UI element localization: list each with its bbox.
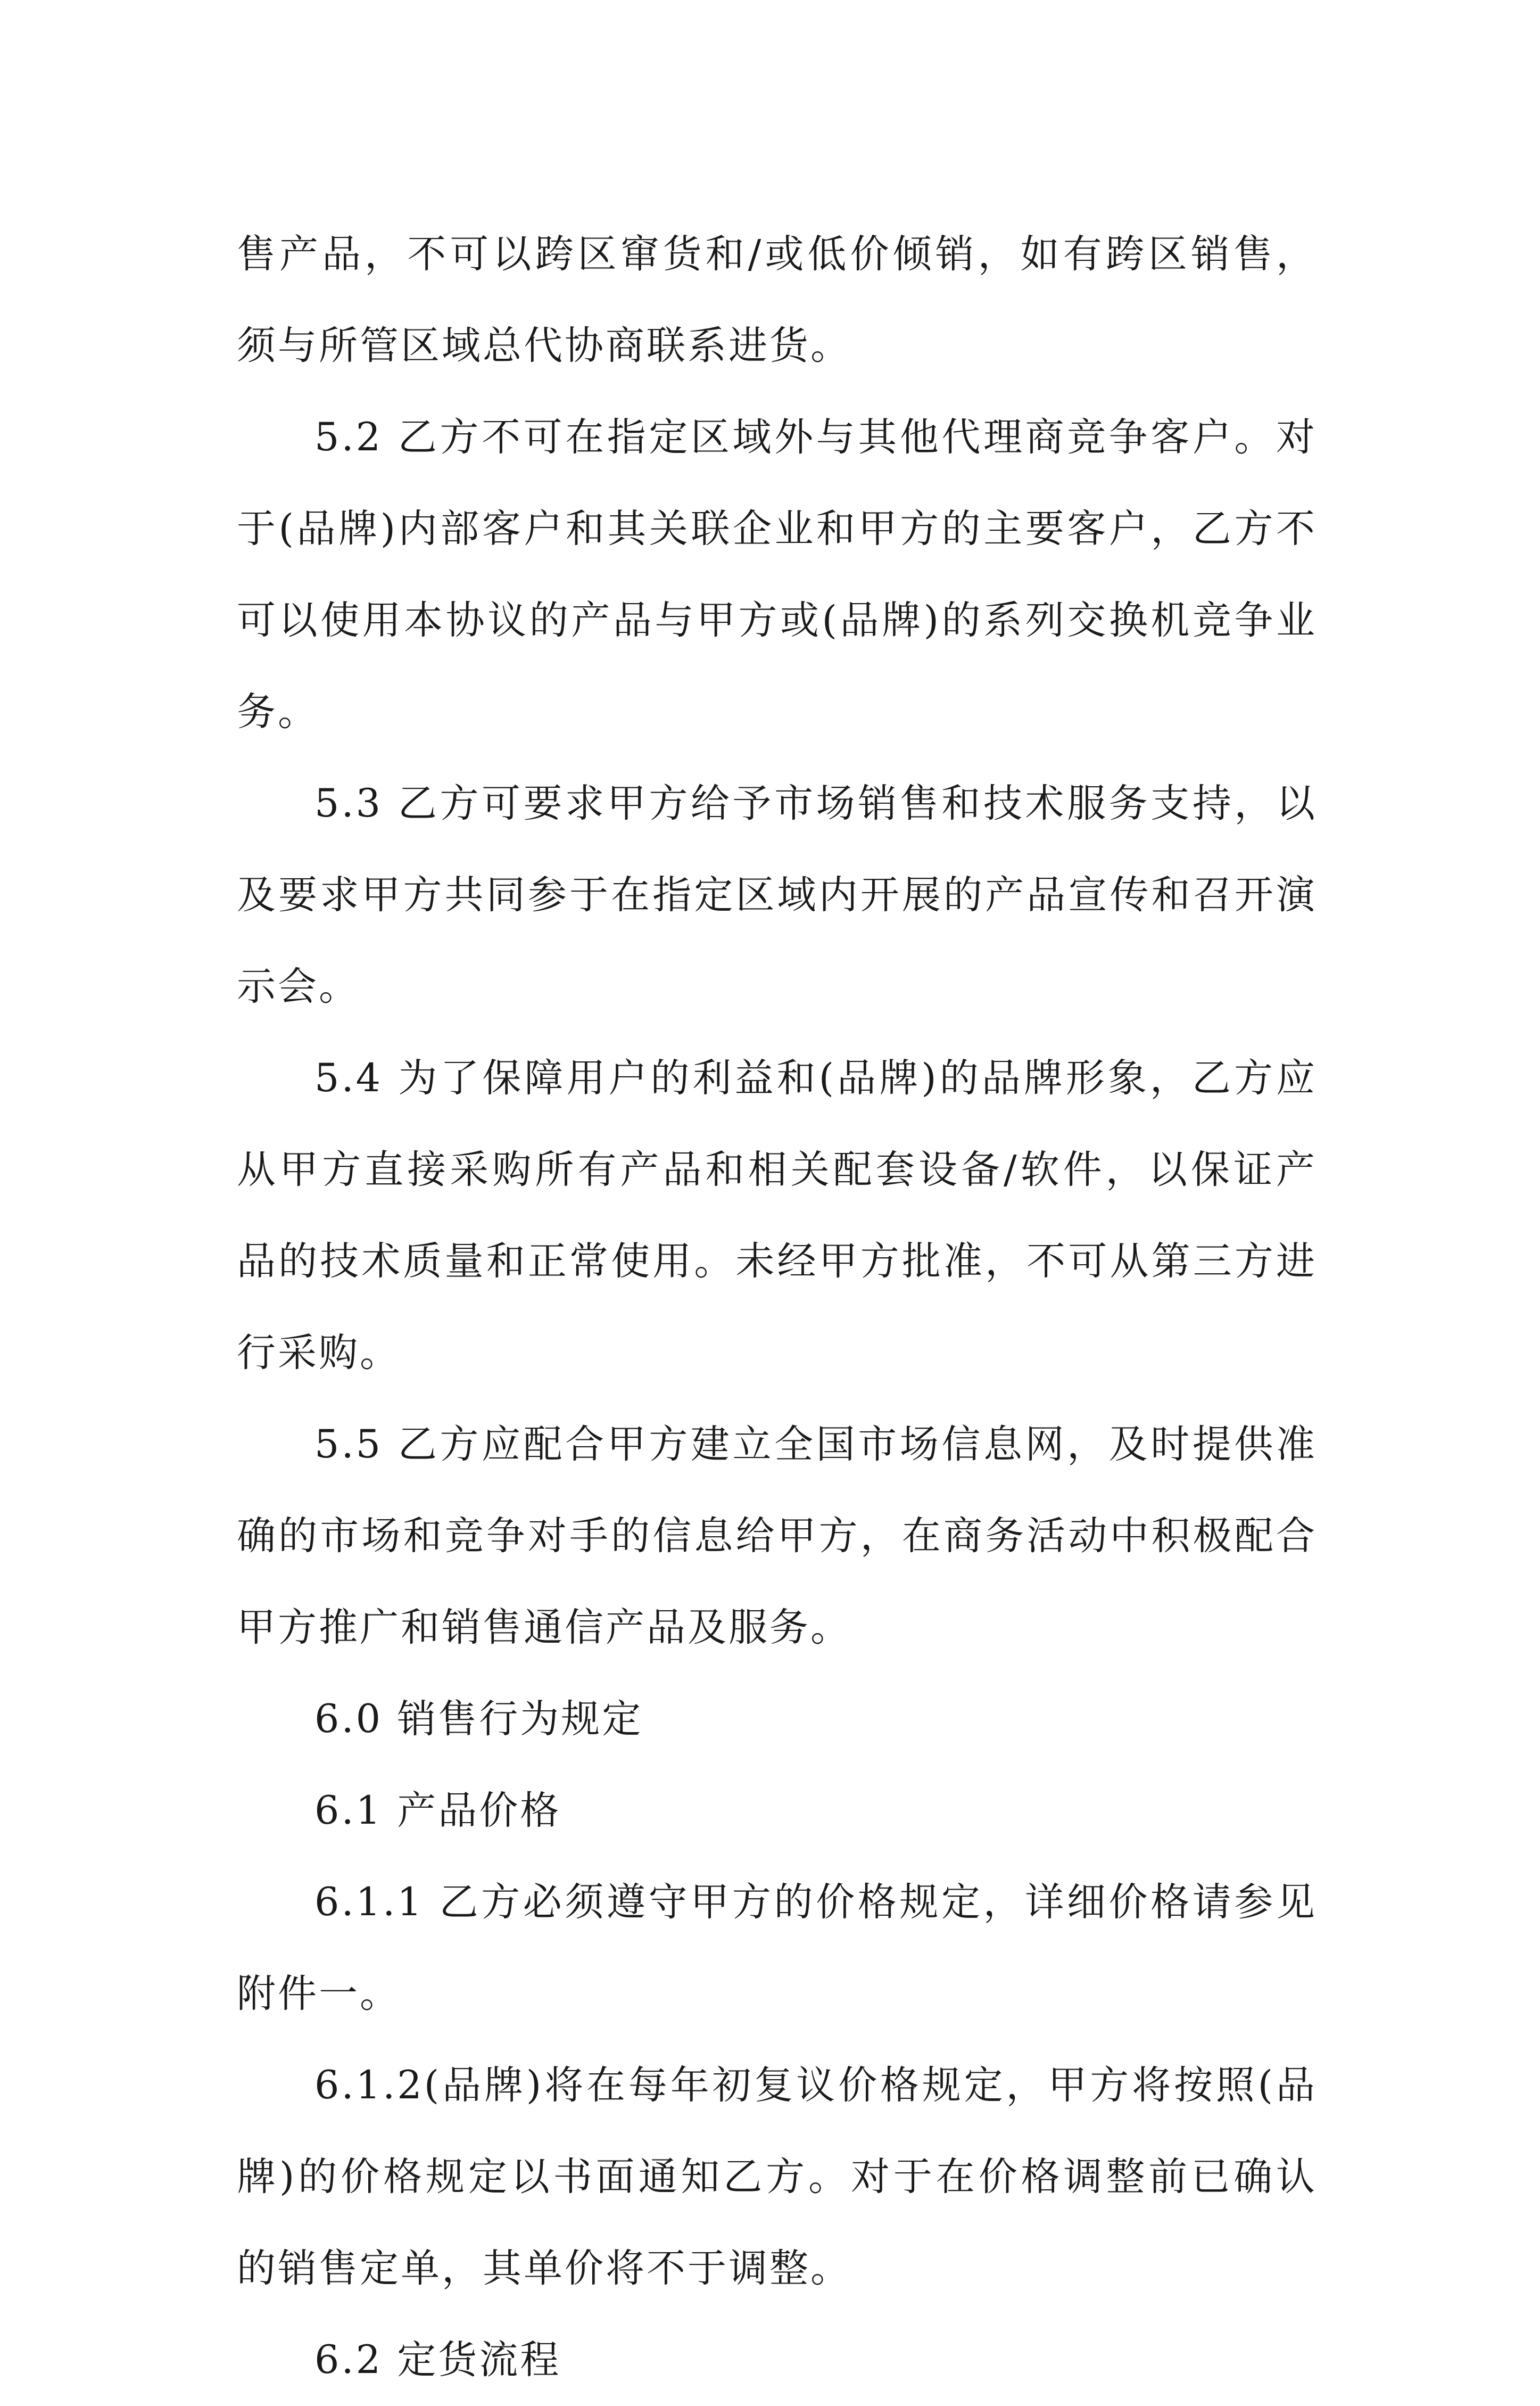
- document-body: [237, 209, 1317, 2406]
- section-heading-6-2: 6.2 定货流程: [314, 2337, 561, 2383]
- paragraph-5-4: 5.4 为了保障用户的利益和(品牌)的品牌形象，乙方应从甲方直接采购所有产品和相关配套设备/软件，以保证产品的技术质量和正常使用。未经甲方批准，不可从第三方进行采购。: [237, 1056, 1317, 1375]
- section-heading-6-0: 6.0 销售行为规定: [314, 1696, 643, 1742]
- paragraph-6-1-1: 6.1.1 乙方必须遵守甲方的价格规定，详细价格请参见附件一。: [237, 1880, 1317, 2016]
- paragraph-5-2: 5.2 乙方不可在指定区域外与其他代理商竞争客户。对于(品牌)内部客户和其关联企业和甲方的主要客户，乙方不可以使用本协议的产品与甲方或(品牌)的系列交换机竞争业务。: [237, 415, 1317, 735]
- paragraph-5-5: 5.5 乙方应配合甲方建立全国市场信息网，及时提供准确的市场和竞争对手的信息给甲方，在商务活动中积极配合甲方推广和销售通信产品及服务。: [237, 1422, 1317, 1650]
- paragraph-continuation: 售产品，不可以跨区窜货和/或低价倾销，如有跨区销售，须与所管区域总代协商联系进货。: [237, 232, 1317, 368]
- section-heading-6-1: 6.1 产品价格: [314, 1788, 561, 1833]
- paragraph-5-3: 5.3 乙方可要求甲方给予市场销售和技术服务支持，以及要求甲方共同参于在指定区域内开展的产品宣传和召开演示会。: [237, 781, 1317, 1009]
- paragraph-6-1-2: 6.1.2(品牌)将在每年初复议价格规定，甲方将按照(品牌)的价格规定以书面通知乙方。对于在价格调整前已确认的销售定单，其单价将不于调整。: [237, 2063, 1317, 2291]
